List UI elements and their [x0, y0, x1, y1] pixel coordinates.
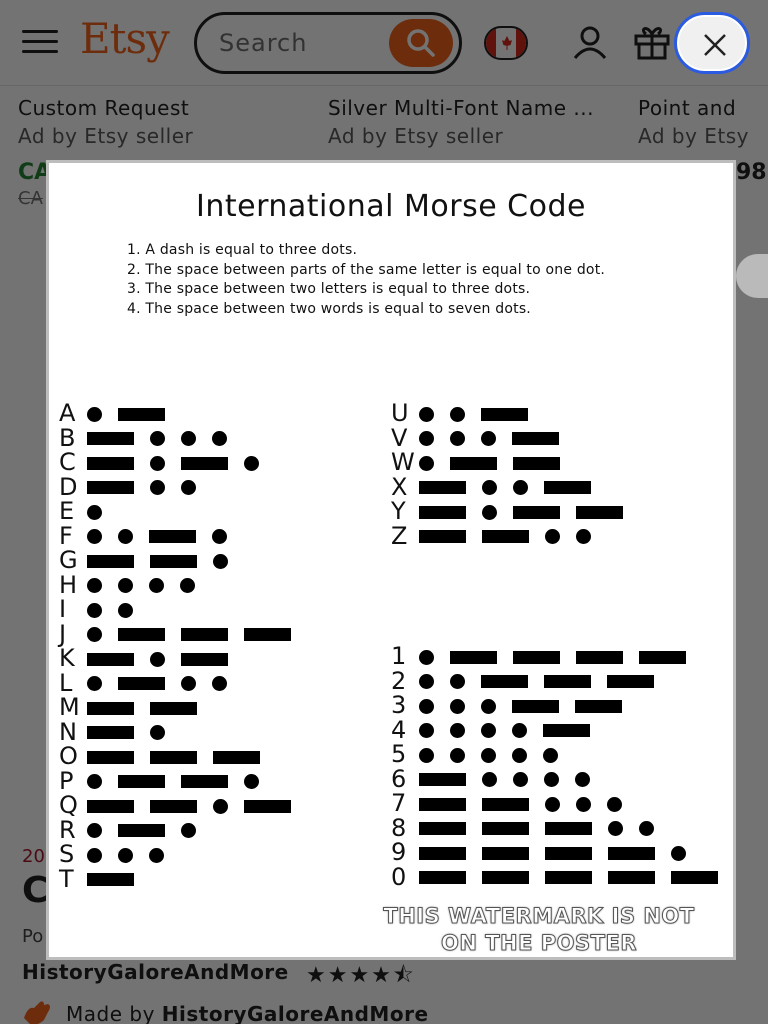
morse-dash [481, 675, 528, 688]
morse-dot [118, 578, 133, 593]
morse-dot [87, 774, 102, 789]
morse-dash [544, 481, 591, 494]
morse-character: E [59, 497, 75, 525]
morse-dot [419, 431, 434, 446]
morse-dash [608, 871, 655, 884]
morse-dash [87, 702, 134, 715]
morse-dot [87, 578, 102, 593]
morse-dot [150, 725, 165, 740]
morse-dash [576, 651, 623, 664]
morse-character: O [59, 742, 78, 770]
morse-dot [419, 748, 434, 763]
morse-dot [639, 821, 654, 836]
morse-dot [244, 774, 259, 789]
morse-dash [87, 481, 134, 494]
morse-dot [87, 529, 102, 544]
morse-dot [180, 578, 195, 593]
morse-dot [87, 627, 102, 642]
morse-dot [213, 554, 228, 569]
morse-symbols [419, 402, 544, 426]
morse-dot [419, 699, 434, 714]
morse-dash [244, 628, 291, 641]
morse-dot [544, 772, 559, 787]
morse-character: B [59, 423, 76, 452]
morse-symbols [87, 868, 150, 892]
morse-character: L [59, 668, 73, 697]
morse-dot [150, 456, 165, 471]
morse-character: S [59, 840, 75, 868]
morse-dot [150, 652, 165, 667]
morse-dot [419, 456, 434, 471]
morse-dot [481, 699, 496, 714]
morse-dash [87, 873, 134, 886]
morse-dot [244, 456, 259, 471]
morse-dash [482, 822, 529, 835]
morse-dot [576, 529, 591, 544]
morse-dash [608, 847, 655, 860]
morse-dash [181, 628, 228, 641]
morse-character: Z [391, 521, 408, 550]
morse-character: C [59, 448, 76, 476]
morse-dot [450, 431, 465, 446]
morse-symbols [87, 843, 180, 867]
morse-dot [512, 723, 527, 738]
morse-character: 9 [391, 838, 407, 866]
morse-dash [87, 726, 134, 739]
poster-rules [127, 241, 605, 319]
morse-dash [419, 530, 466, 543]
morse-character: 8 [391, 813, 407, 842]
morse-dash [419, 773, 466, 786]
morse-dash [607, 675, 654, 688]
morse-dot [450, 699, 465, 714]
morse-dash [181, 457, 228, 470]
morse-dot [607, 797, 622, 812]
morse-dash [244, 800, 291, 813]
morse-dot [87, 848, 102, 863]
morse-dot [181, 823, 196, 838]
morse-dot [545, 529, 560, 544]
rule-line: 1. A dash is equal to three dots. [127, 242, 358, 258]
morse-dash [419, 847, 466, 860]
morse-dash [482, 847, 529, 860]
morse-symbols [419, 500, 639, 524]
morse-dot [482, 480, 497, 495]
morse-symbols [419, 670, 670, 694]
morse-character: 1 [391, 642, 407, 670]
rule-line: 2. The space between parts of the same letter is equal to one dot. [127, 261, 606, 278]
morse-symbols [87, 794, 307, 818]
morse-dot [450, 748, 465, 763]
morse-character: H [59, 570, 78, 599]
morse-dash [118, 408, 165, 421]
morse-character: W [391, 448, 415, 476]
morse-character: R [59, 815, 76, 844]
morse-dot [149, 578, 164, 593]
watermark-text [349, 903, 729, 957]
rule-line: 4. The space between two words is equal to seven dots. [127, 300, 531, 317]
morse-dash [87, 555, 134, 568]
morse-character: I [59, 595, 67, 623]
morse-symbols [87, 598, 149, 622]
morse-dot [181, 676, 196, 691]
morse-symbols [419, 841, 702, 865]
morse-dash [213, 751, 260, 764]
morse-dot [212, 431, 227, 446]
morse-dash [419, 822, 466, 835]
morse-symbols [419, 525, 607, 549]
morse-symbols [87, 696, 213, 720]
morse-character: Q [59, 791, 78, 819]
morse-dash [149, 530, 196, 543]
morse-dot [543, 748, 558, 763]
morse-character: J [59, 619, 67, 648]
morse-symbols [87, 427, 243, 451]
morse-dot [450, 723, 465, 738]
rule-line: 3. The space between two letters is equal to three dots. [127, 281, 531, 297]
morse-character: F [59, 521, 73, 550]
morse-dot [87, 603, 102, 618]
morse-symbols [87, 745, 276, 769]
morse-character: A [59, 399, 76, 427]
morse-dash [87, 432, 134, 445]
morse-dot [419, 674, 434, 689]
morse-dash [513, 506, 560, 519]
morse-dot [481, 748, 496, 763]
morse-symbols [87, 819, 212, 843]
morse-dash [87, 653, 134, 666]
morse-symbols [87, 623, 307, 647]
morse-symbols [419, 451, 576, 475]
morse-dash [481, 408, 528, 421]
watermark-line: THIS WATERMARK IS NOT [383, 904, 695, 928]
morse-dot [212, 676, 227, 691]
morse-character: U [391, 399, 409, 427]
morse-character: 0 [391, 862, 407, 891]
listing-image-poster [46, 160, 736, 960]
morse-dash [118, 677, 165, 690]
morse-symbols [419, 476, 607, 500]
morse-character: V [391, 423, 408, 452]
close-button[interactable] [674, 12, 750, 74]
morse-dot [608, 821, 623, 836]
morse-symbols [87, 549, 244, 573]
morse-dash [87, 751, 134, 764]
morse-dot [213, 799, 228, 814]
morse-character: M [59, 693, 80, 721]
morse-dash [419, 871, 466, 884]
morse-symbols [87, 525, 243, 549]
morse-dot [513, 772, 528, 787]
morse-character: K [59, 644, 75, 672]
morse-dot [419, 407, 434, 422]
morse-dot [150, 431, 165, 446]
morse-dash [150, 555, 197, 568]
morse-dash [576, 506, 623, 519]
morse-dash [512, 432, 559, 445]
morse-dash [118, 628, 165, 641]
watermark-line: ON THE POSTER [440, 931, 637, 955]
close-icon [703, 33, 727, 57]
morse-dot [545, 797, 560, 812]
morse-dot [482, 505, 497, 520]
morse-dot [118, 848, 133, 863]
morse-dot [450, 407, 465, 422]
morse-dash [544, 675, 591, 688]
morse-dot [575, 772, 590, 787]
morse-dot [481, 431, 496, 446]
morse-dash [482, 871, 529, 884]
morse-dot [87, 676, 102, 691]
morse-dot [118, 529, 133, 544]
morse-dot [481, 723, 496, 738]
morse-dash [150, 751, 197, 764]
morse-symbols [419, 866, 734, 890]
morse-symbols [419, 719, 606, 743]
morse-dash [150, 702, 197, 715]
morse-symbols [419, 817, 670, 841]
morse-dash [419, 506, 466, 519]
morse-dot [419, 650, 434, 665]
morse-dash [545, 871, 592, 884]
morse-dot [513, 480, 528, 495]
poster-title: International Morse Code [195, 189, 586, 224]
morse-symbols [87, 402, 181, 426]
morse-dash [419, 798, 466, 811]
morse-symbols [87, 770, 275, 794]
morse-dot [181, 480, 196, 495]
morse-dash [181, 653, 228, 666]
morse-symbols [87, 451, 275, 475]
morse-character: 5 [391, 740, 407, 768]
morse-dot [118, 603, 133, 618]
morse-dash [545, 822, 592, 835]
morse-dash [482, 530, 529, 543]
morse-dash [545, 847, 592, 860]
morse-dash [513, 651, 560, 664]
morse-character: D [59, 472, 78, 501]
morse-dash [118, 824, 165, 837]
morse-character: P [59, 766, 74, 795]
morse-character: X [391, 472, 408, 501]
morse-dot [482, 772, 497, 787]
morse-symbols [87, 647, 244, 671]
morse-symbols [87, 574, 211, 598]
morse-dash [512, 700, 559, 713]
morse-dot [576, 797, 591, 812]
morse-dash [543, 724, 590, 737]
morse-dash [150, 800, 197, 813]
morse-dash [450, 457, 497, 470]
morse-symbols [419, 768, 606, 792]
morse-character: N [59, 717, 77, 746]
morse-dot [419, 723, 434, 738]
morse-character: 2 [391, 666, 407, 695]
morse-character: 7 [391, 789, 407, 817]
morse-dash [575, 700, 622, 713]
morse-dot [181, 431, 196, 446]
morse-dash [87, 800, 134, 813]
morse-dash [419, 481, 466, 494]
morse-dash [181, 775, 228, 788]
morse-symbols [87, 672, 243, 696]
morse-dot [450, 674, 465, 689]
morse-character: Y [391, 497, 406, 525]
morse-dot [149, 848, 164, 863]
morse-dash [118, 775, 165, 788]
morse-dot [671, 846, 686, 861]
morse-dot [150, 480, 165, 495]
morse-character: G [59, 546, 78, 574]
morse-character: T [59, 864, 74, 893]
morse-character: 3 [391, 691, 407, 719]
morse-symbols [419, 792, 638, 816]
morse-character: 6 [391, 764, 407, 793]
morse-dash [87, 457, 134, 470]
morse-symbols [419, 694, 638, 718]
morse-dot [87, 505, 102, 520]
morse-dash [639, 651, 686, 664]
morse-symbols [87, 500, 118, 524]
morse-symbols [419, 427, 575, 451]
morse-character: 4 [391, 715, 407, 744]
morse-dash [482, 798, 529, 811]
morse-dot [512, 748, 527, 763]
morse-dash [671, 871, 718, 884]
morse-symbols [87, 476, 212, 500]
morse-dot [212, 529, 227, 544]
morse-dot [87, 823, 102, 838]
morse-symbols [419, 743, 574, 767]
morse-dash [450, 651, 497, 664]
morse-symbols [87, 721, 181, 745]
morse-dash [513, 457, 560, 470]
morse-dot [87, 407, 102, 422]
morse-symbols [419, 645, 702, 669]
